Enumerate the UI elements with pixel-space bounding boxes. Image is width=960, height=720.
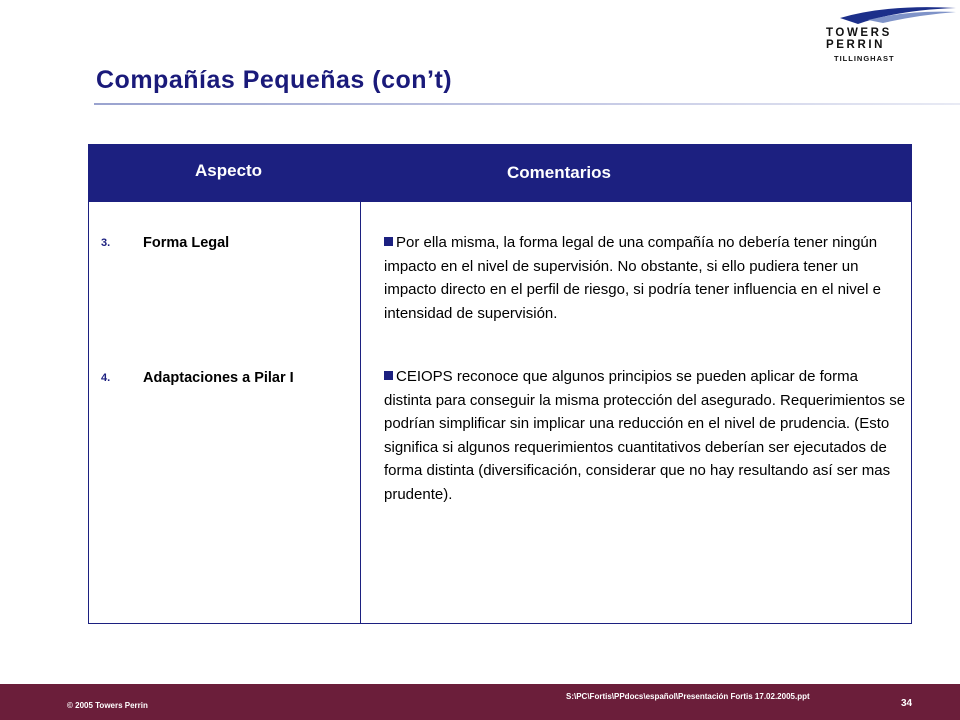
square-bullet-icon [384,237,393,246]
swoosh-logo-icon [838,6,956,26]
logo-word-towers: TOWERS [826,27,892,39]
row-comment [384,365,909,506]
towers-perrin-logo [826,6,956,66]
row-aspect-label: Adaptaciones a Pilar I [143,370,294,386]
row-number: 4. [101,372,111,384]
row-comment [384,231,909,325]
table-header [89,145,911,202]
column-divider [360,202,361,624]
footer-file-path: S:\PC\Fortis\PPdocs\español\Presentación Fortis 17.02.2005.ppt [566,692,810,701]
header-aspect: Aspecto [195,161,263,180]
square-bullet-icon [384,371,393,380]
row-aspect-label: Forma Legal [143,235,230,251]
row-comment-text: Por ella misma, la forma legal de una compañía no debería tener ningún impacto en el nivel de supervisión. No obstante, si ello pudiera tener un impacto directo en el perfil de riesgo, si podría tener influencia en el nivel e intensidad de supervisión. [384,234,881,322]
row-comment-text: CEIOPS reconoce que algunos principios se pueden aplicar de forma distinta para conseguir la misma protección del asegurado. Requerimientos se podrían simplificar sin implicar una reducción en el nivel de prudencia. (Esto significa si algunos requerimientos cuantitativos deberían ser ejecutados de forma distinta (diversificación, considerar que no hay resultando así ser mas prudente). [384,368,906,503]
footer-bar [0,684,960,720]
page-number: 34 [901,698,913,709]
aspects-table [88,144,912,624]
logo-word-tillinghast: TILLINGHAST [834,54,895,63]
slide-title: Compañías Pequeñas (con’t) [96,66,453,94]
title-underline [94,103,960,105]
footer-copyright: © 2005 Towers Perrin [67,701,148,710]
header-comments: Comentarios [507,163,611,182]
row-number: 3. [101,237,111,249]
logo-word-perrin: PERRIN [826,39,886,51]
